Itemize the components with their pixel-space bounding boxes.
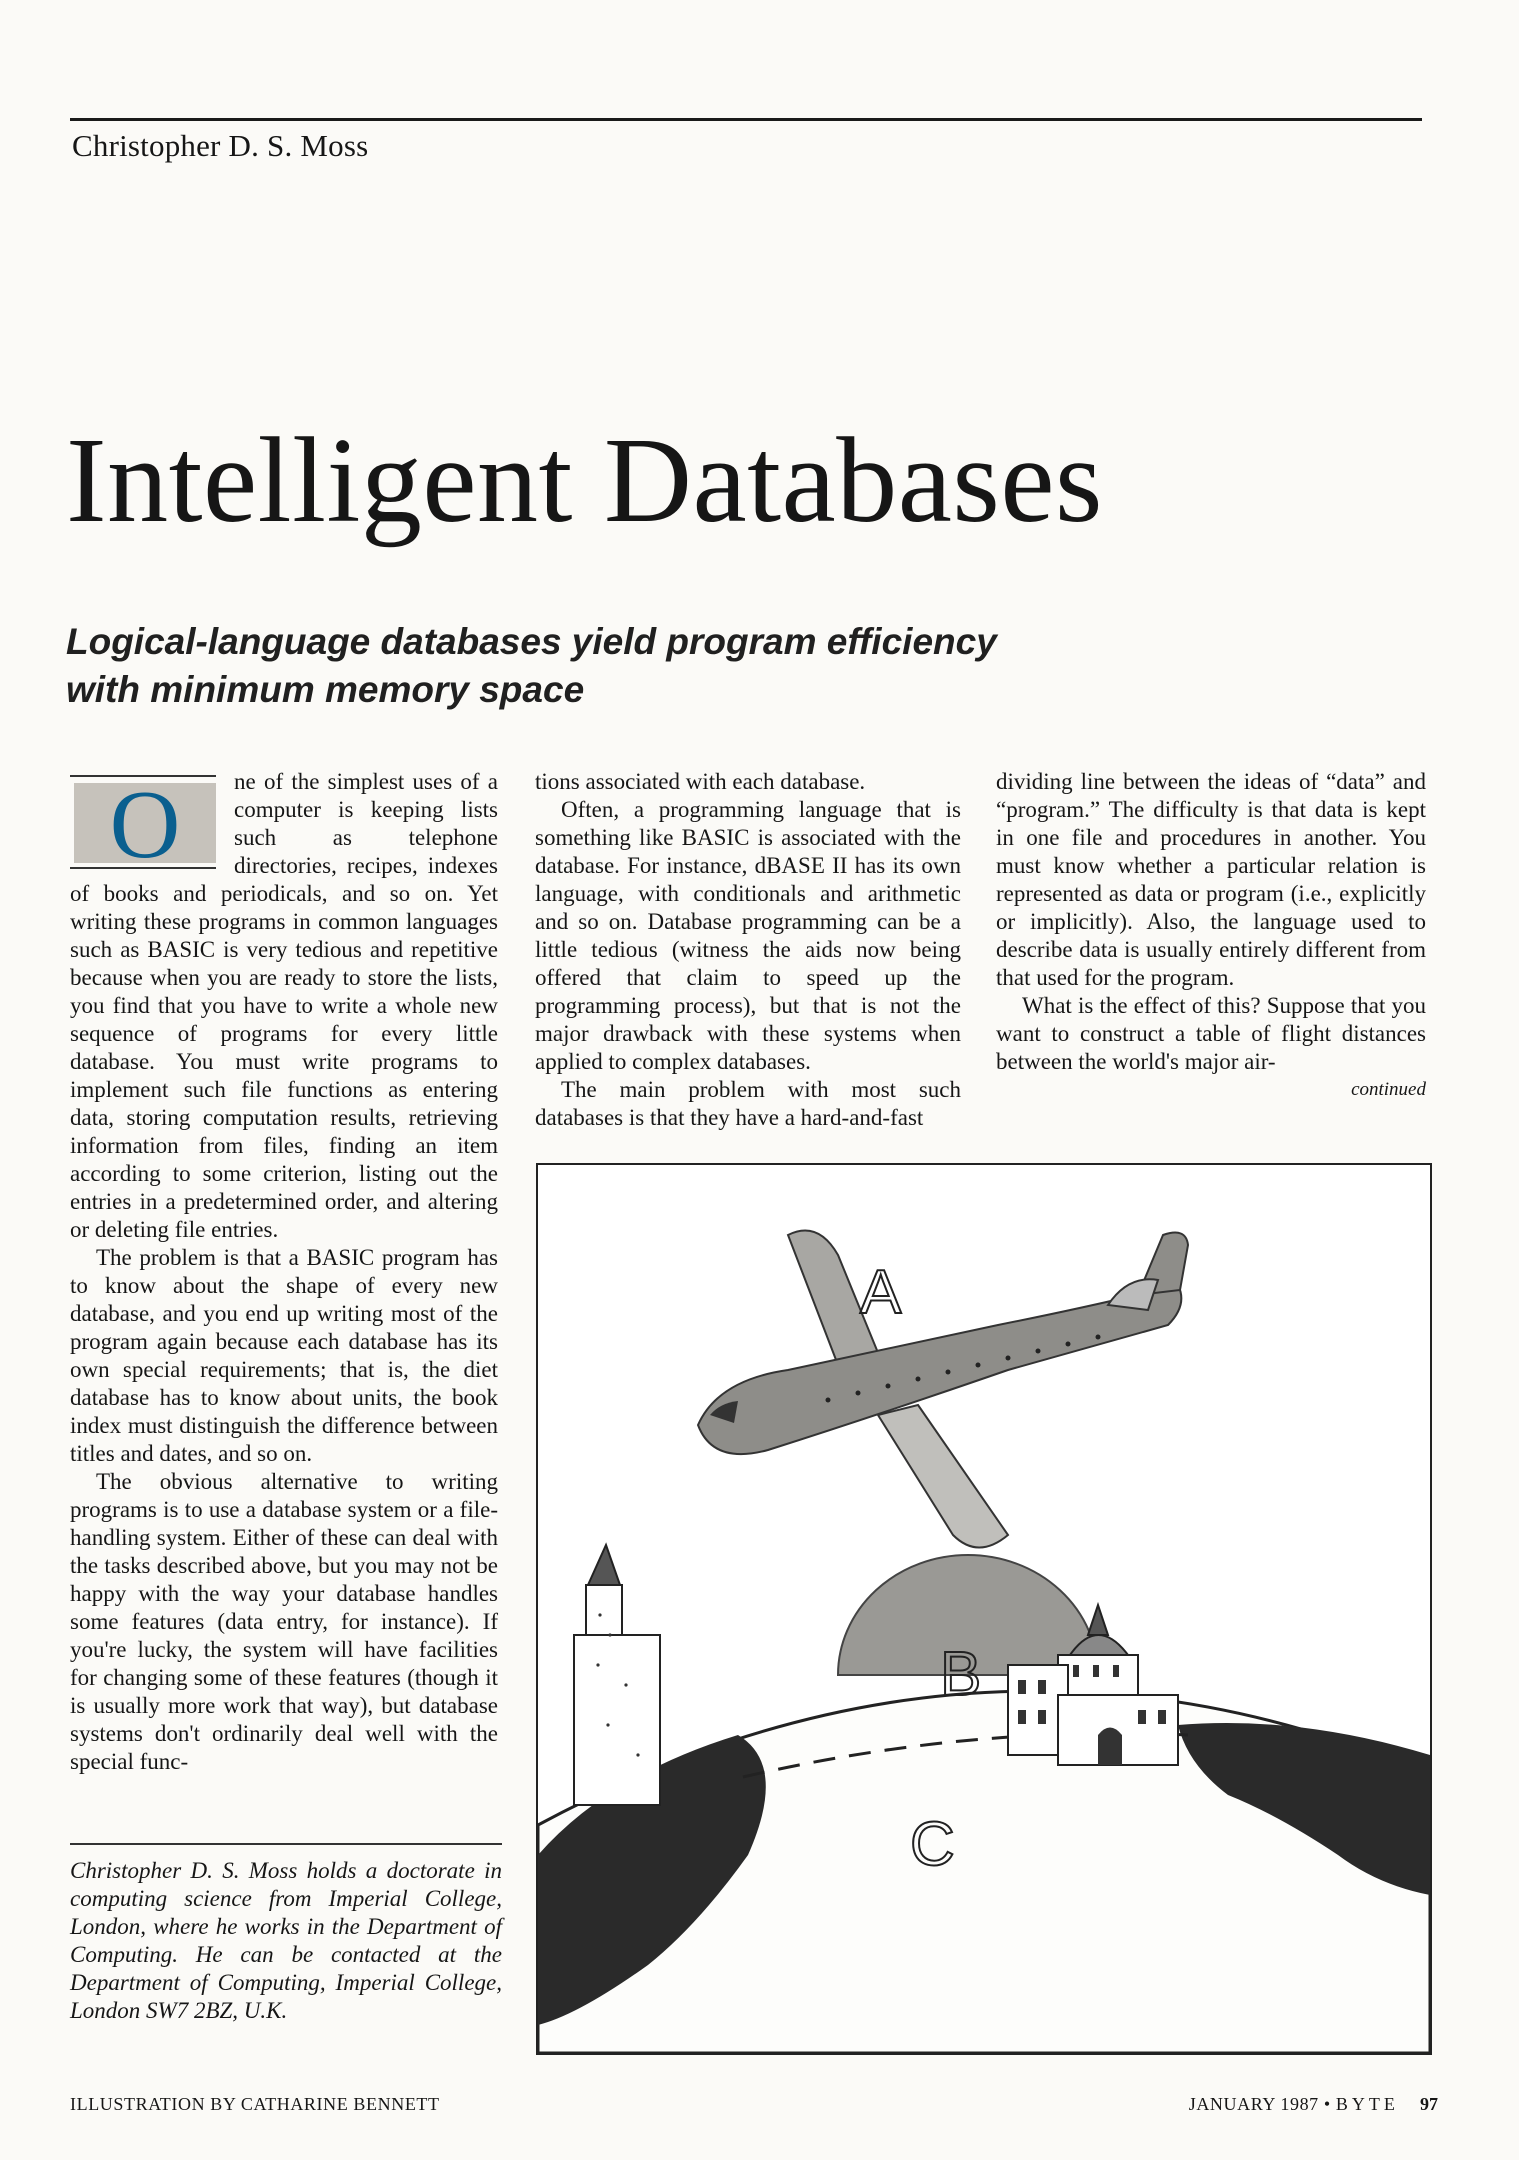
tower-building bbox=[574, 1545, 660, 1805]
author-byline: Christopher D. S. Moss bbox=[72, 128, 369, 163]
paragraph: Often, a programming language that is something like BASIC is associated with the database. For instance, dBASE II has its own language, with conditionals and arithmetic and so on. Database programming can be a little tedious (witness the aids now being offered that claim to speed up the programming process), but that is not the major drawback with these systems when applied to complex databases. bbox=[535, 797, 961, 1074]
paragraph: The obvious alternative to writing programs is to use a database system or a file-handling system. Either of these can deal with the tasks described above, but you may not be happy with the way your database handles some features (data entry, for instance). If you're lucky, the system will have facilities for changing some of these features (though it is usually more work that way), but database systems don't ordinarily deal well with the special func- bbox=[70, 1469, 498, 1774]
airplane bbox=[698, 1231, 1188, 1548]
paragraph: The problem is that a BASIC program has to know about the shape of every new database, and you end up writing most of the program again because each database has its own special requirements; that is, the diet database has to know about units, the book index must distinguish the difference between titles and dates, and so on. bbox=[70, 1245, 498, 1466]
continued-note: continued bbox=[1351, 1079, 1426, 1100]
publication-name: BYTE bbox=[1335, 2094, 1399, 2114]
article-title: Intelligent Databases bbox=[66, 413, 1103, 548]
paragraph: What is the effect of this? Suppose that you want to construct a table of flight distances between the world's major air- bbox=[996, 993, 1426, 1074]
bio-rule bbox=[70, 1843, 502, 1845]
footer-separator: • bbox=[1323, 2094, 1331, 2114]
paragraph: tions associated with each database. bbox=[535, 769, 866, 794]
drop-cap-letter: O bbox=[109, 771, 181, 879]
page-footer bbox=[1060, 2094, 1438, 2115]
subtitle-line-1: Logical-language databases yield program efficiency bbox=[66, 621, 997, 662]
issue-date: JANUARY 1987 bbox=[1188, 2094, 1319, 2114]
subtitle-line-2: with minimum memory space bbox=[66, 669, 585, 710]
label-b: B bbox=[940, 1640, 982, 1709]
label-a: A bbox=[860, 1258, 902, 1327]
label-c: C bbox=[910, 1810, 955, 1879]
author-bio: Christopher D. S. Moss holds a doctorate in computing science from Imperial College, London, where he works in the Department of Computing. He can be contacted at the Department of Computing, Imperial College, London SW7 2BZ, U.K. bbox=[70, 1858, 502, 2023]
illustration bbox=[536, 1163, 1432, 2055]
article-subtitle bbox=[66, 618, 1066, 714]
paragraph: ne of the simplest uses of a computer is keeping lists such as telephone directories, recipes, indexes of books and periodicals, and so on. Yet writing these programs in common languages such as BASIC is very tedious and repetitive because when you are ready to store the lists, you find that you have to write a whole new sequence of programs for every little database. You must write programs to implement such file functions as entering data, storing computation results, retrieving information from files, finding an item according to some criterion, listing out the entries in a predetermined order, and altering or deleting file entries. bbox=[70, 769, 498, 1242]
drop-cap bbox=[70, 771, 216, 879]
column-2 bbox=[535, 768, 961, 1132]
column-1 bbox=[70, 768, 498, 1776]
illustration-credit: ILLUSTRATION BY CATHARINE BENNETT bbox=[70, 2094, 440, 2114]
paragraph: The main problem with most such databases is that they have a hard-and-fast bbox=[535, 1077, 961, 1130]
page-number: 97 bbox=[1420, 2094, 1438, 2114]
column-3 bbox=[996, 768, 1426, 1104]
paragraph: dividing line between the ideas of “data” and “program.” The difficulty is that data is kept in one file and procedures in another. You must know whether a particular relation is represented as data or program (i.e., explicitly or implicitly). Also, the language used to describe data is usually entirely different from that used for the program. bbox=[996, 769, 1426, 990]
top-rule bbox=[70, 118, 1422, 121]
